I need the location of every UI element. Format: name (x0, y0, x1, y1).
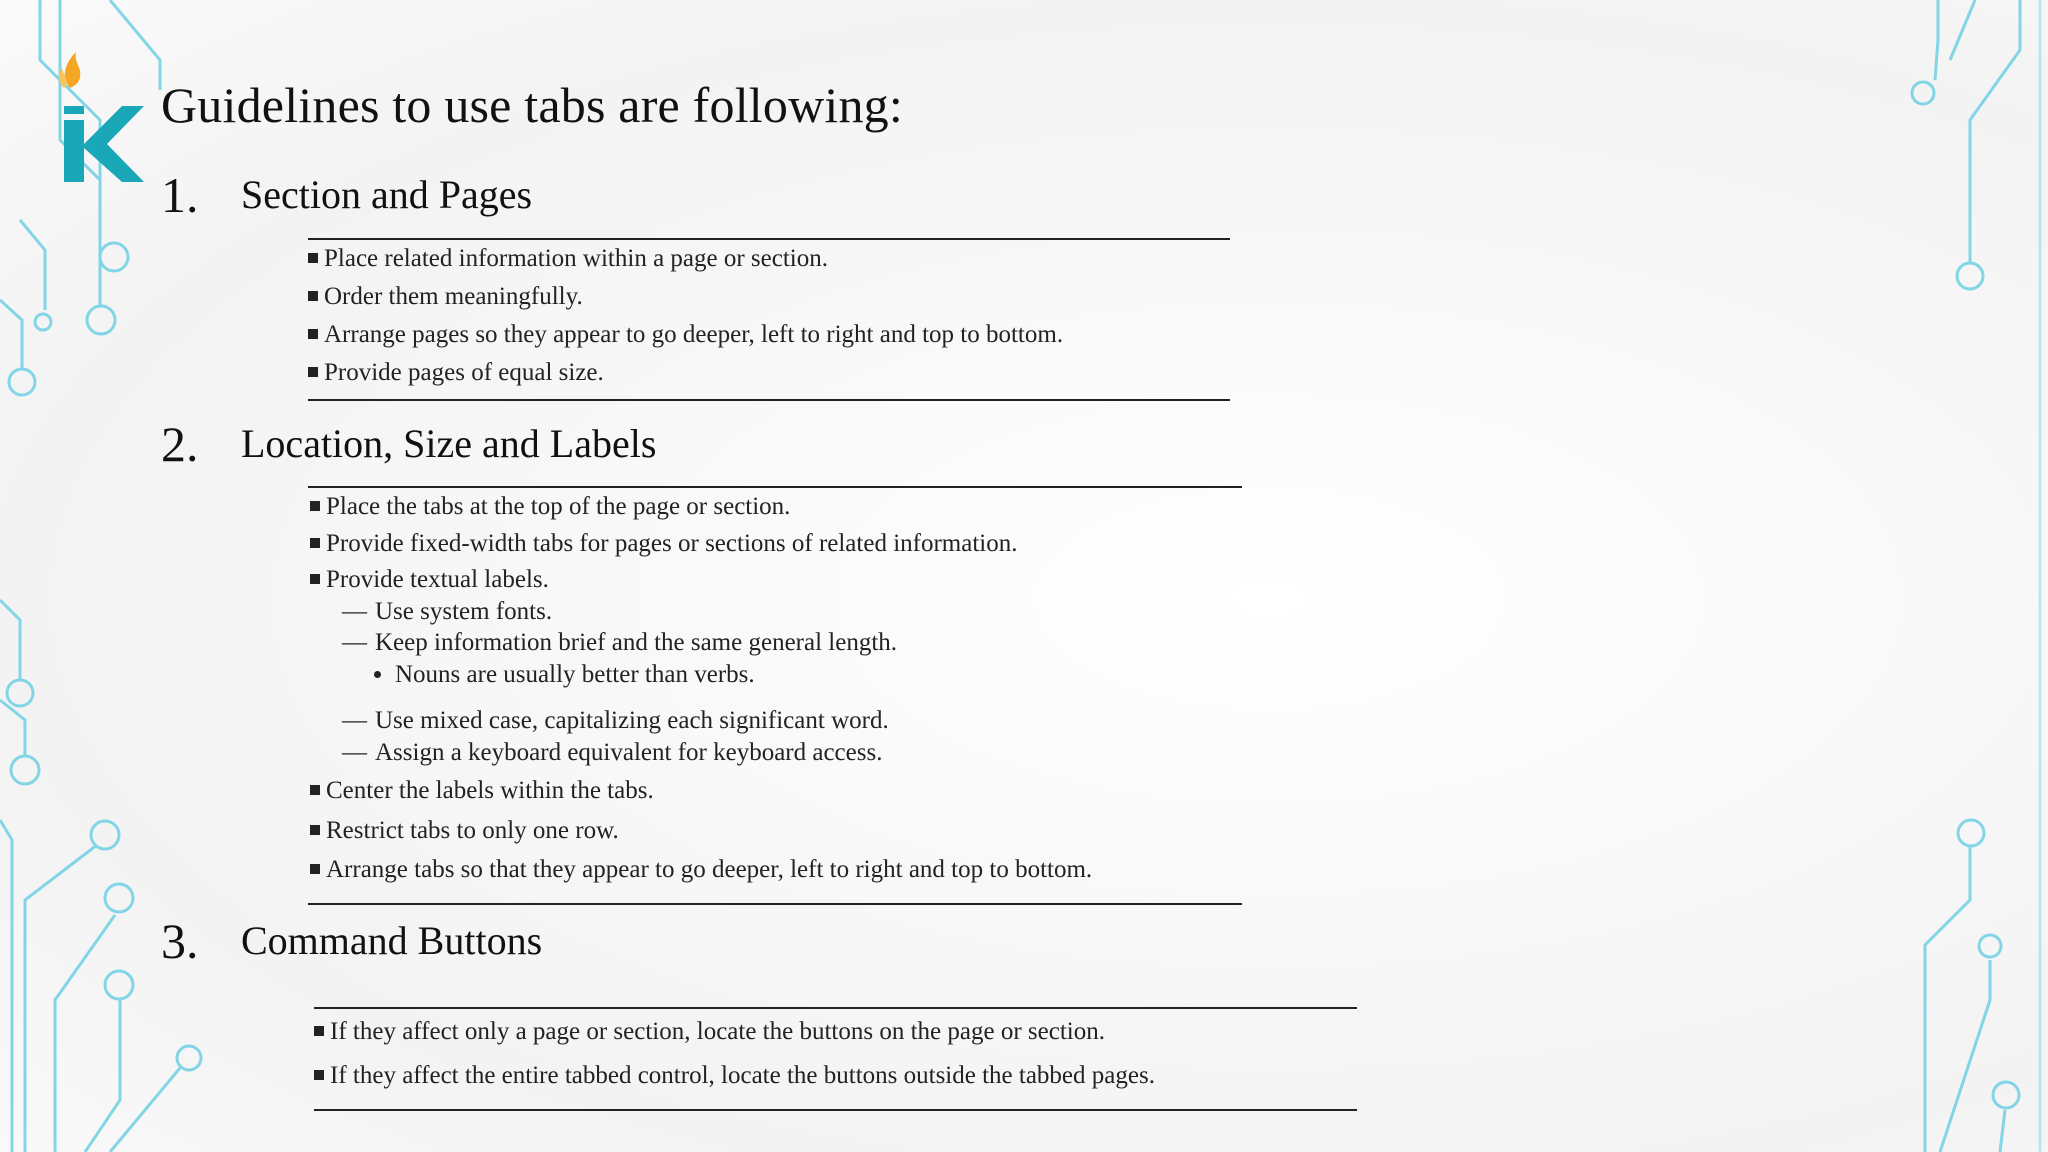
section-title: Location, Size and Labels (241, 421, 657, 466)
bullet-square-icon (308, 367, 318, 377)
sub-list-item: — Use system fonts. (342, 598, 553, 625)
list-item: Place related information within a page or section. (308, 244, 828, 274)
list-item: Arrange pages so they appear to go deeper, left to right and top to bottom. (308, 320, 1063, 350)
section-2-box (308, 486, 1242, 905)
section-1-heading (161, 166, 532, 224)
dash-bullet: — (342, 739, 367, 766)
bullet-square-icon (310, 785, 320, 795)
bullet-square-icon (308, 329, 318, 339)
list-item: Arrange tabs so that they appear to go deeper, left to right and top to bottom. (310, 855, 1092, 885)
bullet-square-icon (314, 1026, 324, 1036)
bullet-square-icon (310, 574, 320, 584)
sub-list-item: — Assign a keyboard equivalent for keyboard access. (342, 739, 883, 766)
section-number: 1. (161, 167, 199, 223)
section-3-heading (161, 912, 542, 970)
section-title: Command Buttons (241, 918, 543, 963)
list-item: If they affect the entire tabbed control, locate the buttons outside the tabbed pages. (314, 1061, 1155, 1091)
bullet-square-icon (314, 1070, 324, 1080)
list-item: Order them meaningfully. (308, 282, 583, 312)
section-1-box (308, 238, 1230, 401)
section-2-heading (161, 415, 656, 473)
bullet-square-icon (310, 864, 320, 874)
list-item: Place the tabs at the top of the page or section. (310, 492, 790, 522)
dash-bullet: — (342, 629, 367, 656)
section-number: 2. (161, 416, 199, 472)
sub-list-item: — Keep information brief and the same general length. (342, 629, 898, 656)
bullet-square-icon (310, 538, 320, 548)
list-item: Center the labels within the tabs. (310, 776, 654, 806)
section-number: 3. (161, 913, 199, 969)
list-item: Provide fixed-width tabs for pages or sections of related information. (310, 529, 1017, 559)
section-3-box (314, 1007, 1357, 1111)
bullet-dot-icon (374, 671, 381, 678)
logo-icon (52, 48, 152, 188)
sub-list-item: — Use mixed case, capitalizing each significant word. (342, 707, 889, 734)
slide-title: Guidelines to use tabs are following: (161, 77, 903, 133)
dash-bullet: — (342, 707, 367, 734)
bullet-square-icon (310, 501, 320, 511)
bullet-square-icon (308, 291, 318, 301)
list-item: If they affect only a page or section, locate the buttons on the page or section. (314, 1017, 1105, 1047)
bullet-square-icon (310, 825, 320, 835)
list-item: Restrict tabs to only one row. (310, 816, 619, 846)
bullet-square-icon (308, 253, 318, 263)
dash-bullet: — (342, 598, 367, 625)
section-title: Section and Pages (241, 172, 533, 217)
list-item: Provide pages of equal size. (308, 358, 604, 388)
sub-sub-list-item: Nouns are usually better than verbs. (374, 660, 755, 690)
list-item: Provide textual labels. (310, 565, 549, 595)
